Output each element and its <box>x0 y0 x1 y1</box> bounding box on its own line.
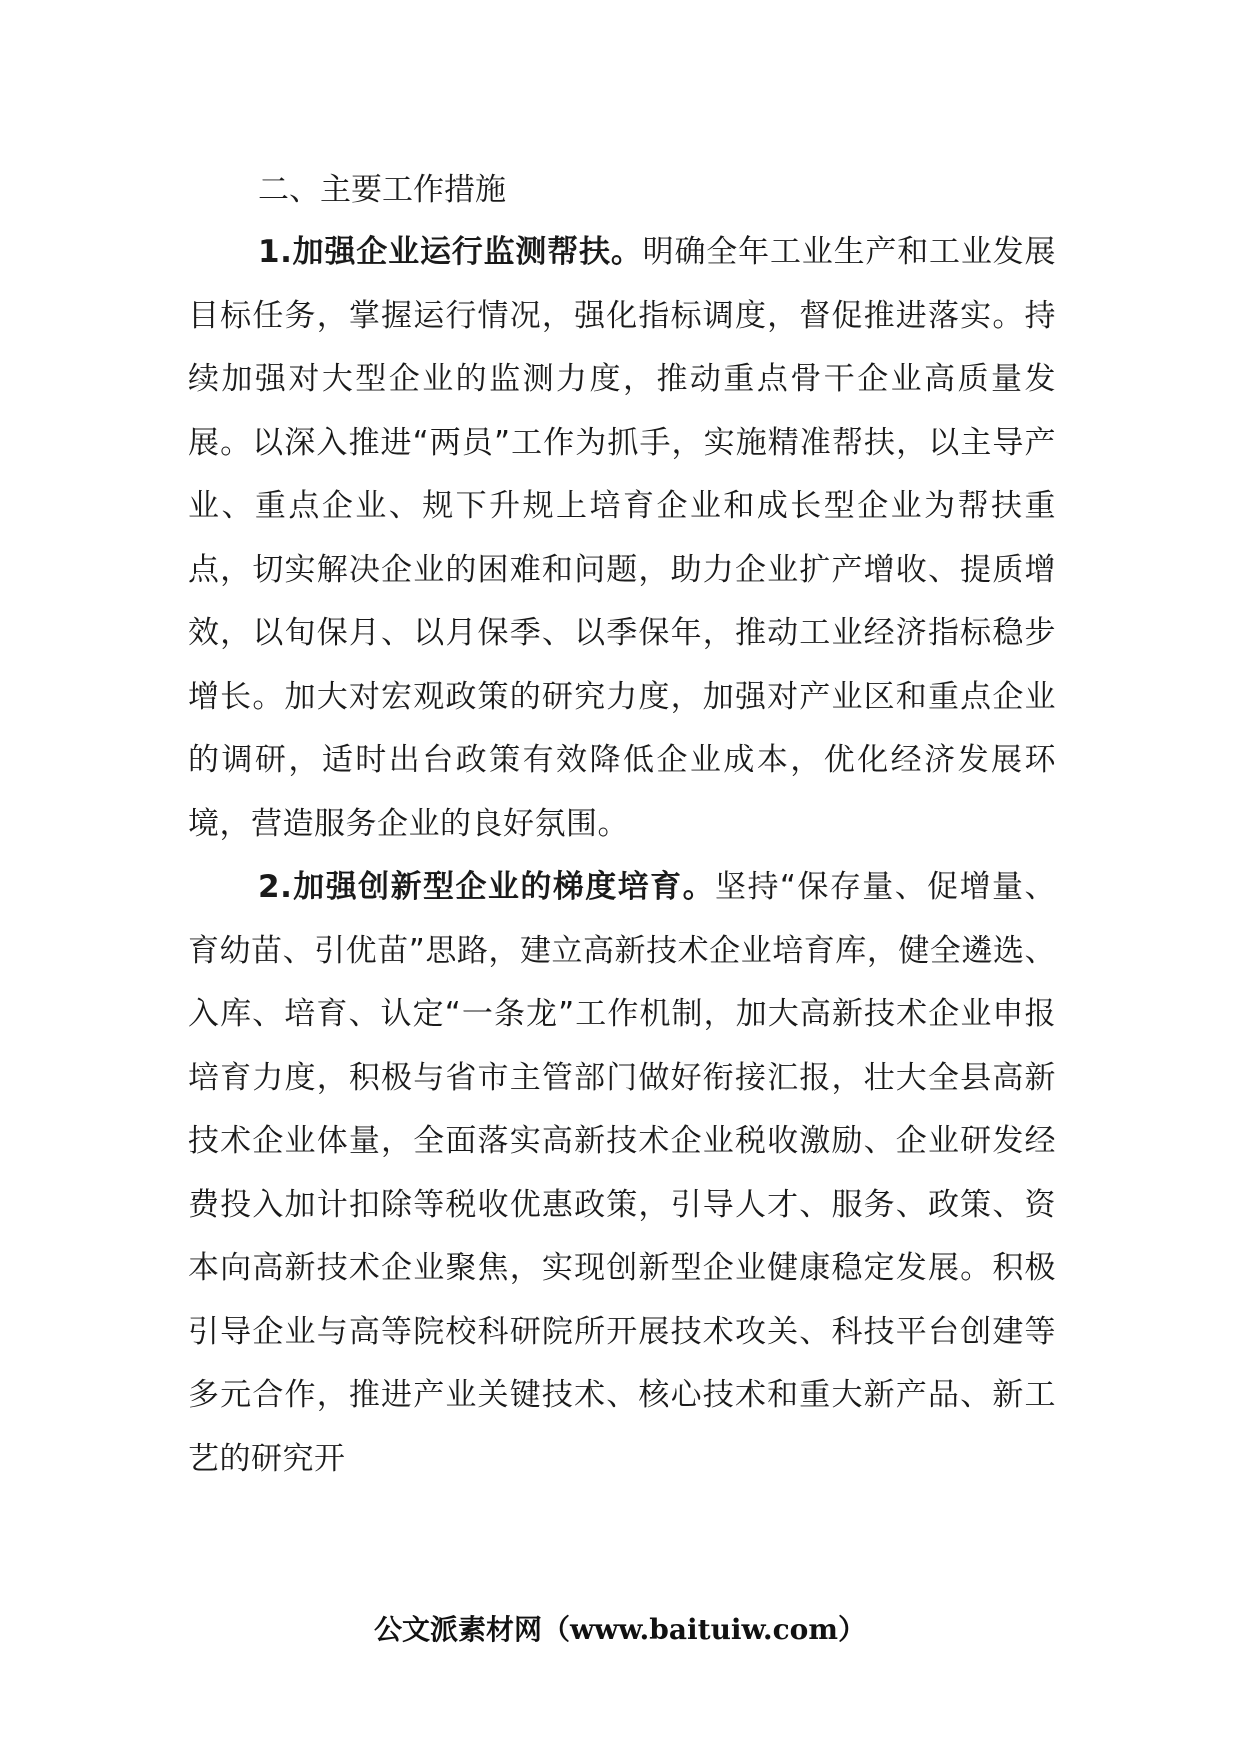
paragraph-1-lead: 1.加强企业运行监测帮扶。 <box>258 234 643 270</box>
paragraph-1-body: 明确全年工业生产和工业发展目标任务，掌握运行情况，强化指标调度，督促推进落实。持续加强对大型企业的监测力度，推动重点骨干企业高质量发展。以深入推进“两员”工作为抓手，实施精准帮扶，以主导产业、重点企业、规下升规上培育企业和成长型企业为帮扶重点，切实解决企业的困难和问题，助力企业扩产增收、提质增效，以旬保月、以月保季、以季保年，推动工业经济指标稳步增长。加大对宏观政策的研究力度，加强对产业区和重点企业的调研，适时出台政策有效降低企业成本，优化经济发展环境，营造服务企业的良好氛围。 <box>188 234 1056 842</box>
paragraph-2-lead: 2.加强创新型企业的梯度培育。 <box>258 869 716 905</box>
section-heading: 二、主要工作措施 <box>258 172 506 208</box>
paragraph-2-body: 坚持“保存量、促增量、育幼苗、引优苗”思路，建立高新技术企业培育库，健全遴选、入库、培育、认定“一条龙”工作机制，加大高新技术企业申报培育力度，积极与省市主管部门做好衔接汇报，壮大全县高新技术企业体量，全面落实高新技术企业税收激励、企业研发经费投入加计扣除等税收优惠政策，引导人才、服务、政策、资本向高新技术企业聚焦，实现创新型企业健康稳定发展。积极引导企业与高等院校科研院所开展技术攻关、科技平台创建等多元合作，推进产业关键技术、核心技术和重大新产品、新工艺的研究开 <box>188 869 1056 1477</box>
paragraph-2 <box>188 856 1056 1491</box>
document-body <box>188 160 1056 1491</box>
footer-watermark: 公文派素材网（www.baituiw.com） <box>374 1613 866 1646</box>
paragraph-1 <box>188 221 1056 856</box>
